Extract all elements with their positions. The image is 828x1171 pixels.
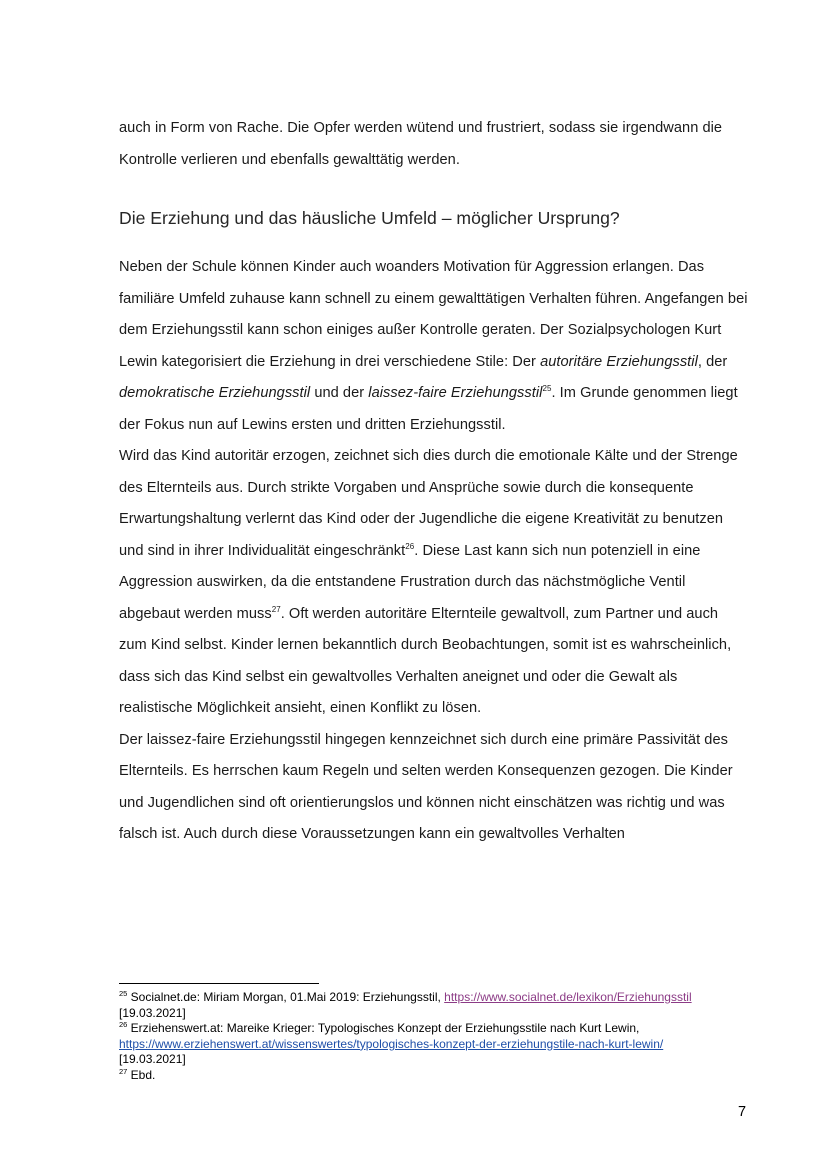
footnote-number: 26	[119, 1020, 128, 1030]
paragraph-text: Wird das Kind autoritär erzogen, zeichnet sich dies durch die emotionale Kälte und der Strenge des Elternteils aus. Durch strikte Vorgaben und Ansprüche sowie durch die konsequente Erwartungshaltung verlernt das Kind oder der Jugendliche die eigene Kreativität zu benutzen und sind in ihrer Individualität eingeschränkt	[119, 448, 738, 559]
intro-text: auch in Form von Rache. Die Opfer werden wütend und frustriert, sodass sie irgendwann die Kontrolle verlieren und ebenfalls gewalttätig werden.	[119, 120, 723, 168]
footnote-number: 25	[119, 989, 128, 998]
page-number: 7	[738, 1104, 747, 1120]
section-heading: Die Erziehung und das häusliche Umfeld – möglicher Ursprung?	[119, 208, 620, 228]
footnote-26	[119, 1021, 749, 1068]
paragraph-text: Neben der Schule können Kinder auch woanders Motivation für Aggression erlangen. Das familiäre Umfeld zuhause kann schnell zu einem gewalttätigen Verhalten führen. Angefangen bei dem Erziehungsstil kann schon einiges außer Kontrolle geraten. Der Sozialpsychologen Kurt Lewin kategorisiert die Erziehung in drei verschiedene Stile: Der	[119, 259, 748, 370]
footnote-date: [19.03.2021]	[119, 1005, 186, 1020]
footnotes	[119, 990, 749, 1084]
footnote-27	[119, 1068, 749, 1084]
footnote-text: Ebd.	[127, 1067, 156, 1082]
footnote-text: Erziehenswert.at: Mareike Krieger: Typologisches Konzept der Erziehungsstile nach Kurt Lewin,	[127, 1021, 640, 1036]
style-laissez-faire: laissez-faire Erziehungsstil	[368, 385, 543, 401]
footnote-link[interactable]: https://www.erziehenswert.at/wissenswertes/typologisches-konzept-der-erziehungstile-nach-kurt-lewin/	[119, 1036, 664, 1051]
paragraph-laissez-faire: Der laissez-faire Erziehungsstil hingegen kennzeichnet sich durch eine primäre Passivität des Elternteils. Es herrschen kaum Regeln und selten werden Konsequenzen gezogen. Die Kinder und Jugendlichen sind oft orientierungslos und können nicht einschätzen was richtig und was falsch ist. Auch durch diese Voraussetzungen kann ein gewaltvolles Verhalten	[119, 731, 733, 842]
section-body	[119, 252, 749, 851]
footnote-link[interactable]: https://www.socialnet.de/lexikon/Erziehungsstil	[444, 990, 692, 1004]
footnote-ref-27[interactable]: 27	[271, 604, 281, 614]
paragraph-text: . Diese Last kann sich nun potenziell in eine Aggression auswirken, da die entstandene Frustration durch das nächstmögliche Ventil abgebaut werden muss	[119, 542, 701, 622]
footnote-ref-25[interactable]: 25	[542, 384, 552, 393]
footnote-ref-26[interactable]: 26	[405, 541, 415, 551]
style-democratic: demokratische Erziehungsstil	[119, 385, 311, 401]
paragraph-text: . Oft werden autoritäre Elternteile gewaltvoll, zum Partner und auch zum Kind selbst. Kinder lernen bekanntlich durch Beobachtungen, somit ist es wahrscheinlich, dass sich das Kind selbst ein gewaltvolles Verhalten aneignet und oder die Gewalt als realistische Möglichkeit ansieht, einen Konflikt zu lösen.	[119, 605, 732, 716]
intro-paragraph	[119, 113, 749, 176]
footnote-number: 27	[119, 1066, 128, 1076]
footnote-date: [19.03.2021]	[119, 1052, 186, 1067]
paragraph-text: und der	[310, 385, 369, 401]
paragraph-text: . Im Grunde genommen liegt der Fokus nun auf Lewins ersten und dritten Erziehungsstil.	[119, 385, 738, 433]
footnote-text: Socialnet.de: Miriam Morgan, 01.Mai 2019: Erziehungsstil,	[127, 990, 445, 1004]
footnote-25	[119, 990, 749, 1021]
paragraph-erziehungsstile	[119, 252, 749, 441]
paragraph-text: , der	[697, 353, 728, 370]
style-authoritarian: autoritäre Erziehungsstil	[540, 353, 698, 370]
paragraph-autoritaer	[119, 441, 749, 725]
footnote-separator	[119, 983, 319, 984]
